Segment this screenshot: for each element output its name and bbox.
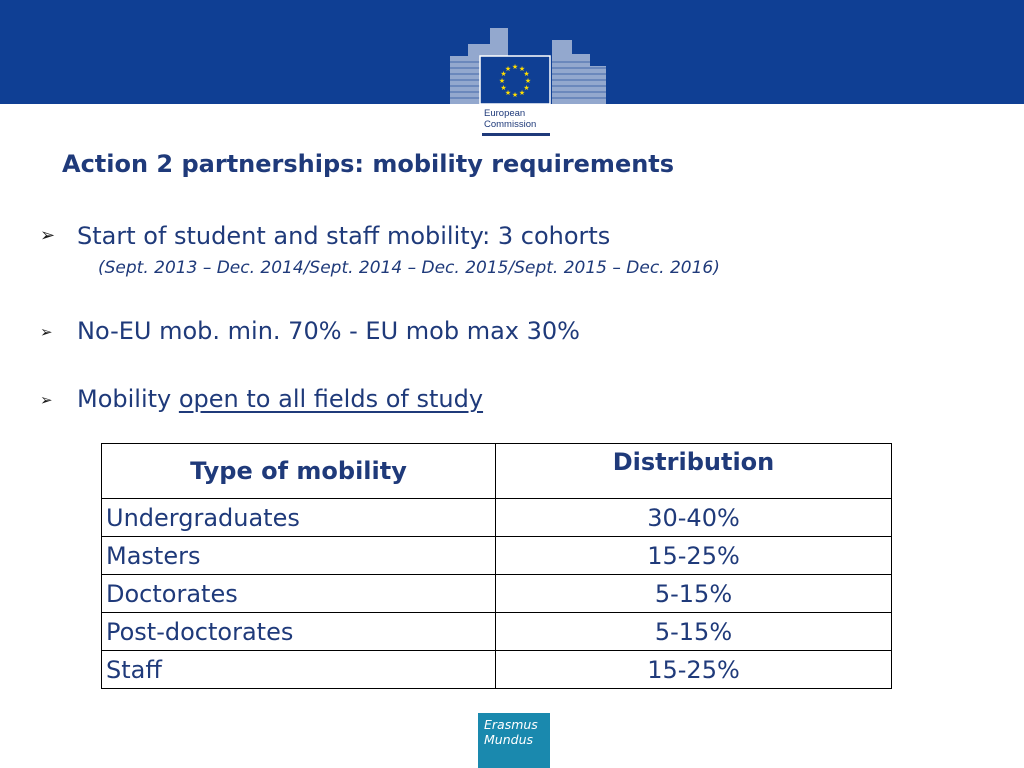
svg-text:★: ★	[518, 65, 526, 73]
bullet-text-underlined: open to all fields of study	[178, 385, 484, 413]
table-row	[102, 575, 892, 613]
arrow-bullet-icon: ➢	[40, 225, 56, 246]
svg-text:★: ★	[518, 89, 526, 97]
table-row	[102, 499, 892, 537]
column-header-distribution: Distribution	[496, 444, 892, 499]
mobility-distribution-table	[101, 443, 892, 689]
svg-text:★: ★	[504, 65, 512, 73]
bullet-text: No-EU mob. min. 70% - EU mob max 30%	[77, 317, 580, 345]
arrow-bullet-icon: ➢	[40, 391, 53, 409]
bullet-text	[77, 385, 483, 413]
bullet-fields-of-study	[40, 385, 940, 419]
svg-text:★: ★	[500, 70, 507, 78]
erasmus-logo-line-2: Mundus	[484, 732, 533, 747]
arrow-bullet-icon: ➢	[40, 323, 53, 341]
table-row	[102, 537, 892, 575]
mobility-type-cell: Masters	[102, 537, 496, 575]
logo-text	[484, 108, 536, 130]
logo-line-2: Commission	[484, 119, 537, 130]
svg-text:★: ★	[511, 91, 519, 99]
table-header-row	[102, 444, 892, 499]
svg-text:★: ★	[498, 77, 506, 85]
table-row	[102, 613, 892, 651]
bullet-text: Start of student and staff mobility: 3 cohorts	[77, 222, 611, 250]
erasmus-logo-line-1: Erasmus	[484, 717, 538, 732]
erasmus-mundus-logo	[478, 713, 550, 768]
slide-title: Action 2 partnerships: mobility requirements	[62, 150, 675, 178]
bullet-text-plain: Mobility	[77, 385, 179, 413]
cohort-dates: (Sept. 2013 – Dec. 2014/Sept. 2014 – Dec. 2015/Sept. 2015 – Dec. 2016)	[98, 258, 720, 278]
svg-text:★: ★	[511, 63, 519, 71]
svg-text:★: ★	[523, 70, 530, 78]
bullet-cohorts	[40, 222, 940, 256]
distribution-cell: 15-25%	[496, 537, 892, 575]
mobility-type-cell: Doctorates	[102, 575, 496, 613]
table-row	[102, 651, 892, 689]
distribution-cell: 5-15%	[496, 575, 892, 613]
distribution-cell: 15-25%	[496, 651, 892, 689]
mobility-type-cell: Staff	[102, 651, 496, 689]
logo-line-1: European	[484, 108, 526, 119]
distribution-cell: 30-40%	[496, 499, 892, 537]
mobility-type-cell: Undergraduates	[102, 499, 496, 537]
mobility-type-cell: Post-doctorates	[102, 613, 496, 651]
svg-text:★: ★	[500, 84, 507, 92]
svg-text:★: ★	[504, 89, 512, 97]
logo-underline	[482, 133, 550, 136]
distribution-cell: 5-15%	[496, 613, 892, 651]
svg-text:★: ★	[523, 84, 530, 92]
column-header-type: Type of mobility	[102, 444, 496, 499]
bullet-eu-mobility	[40, 317, 940, 351]
svg-text:★: ★	[524, 77, 532, 85]
